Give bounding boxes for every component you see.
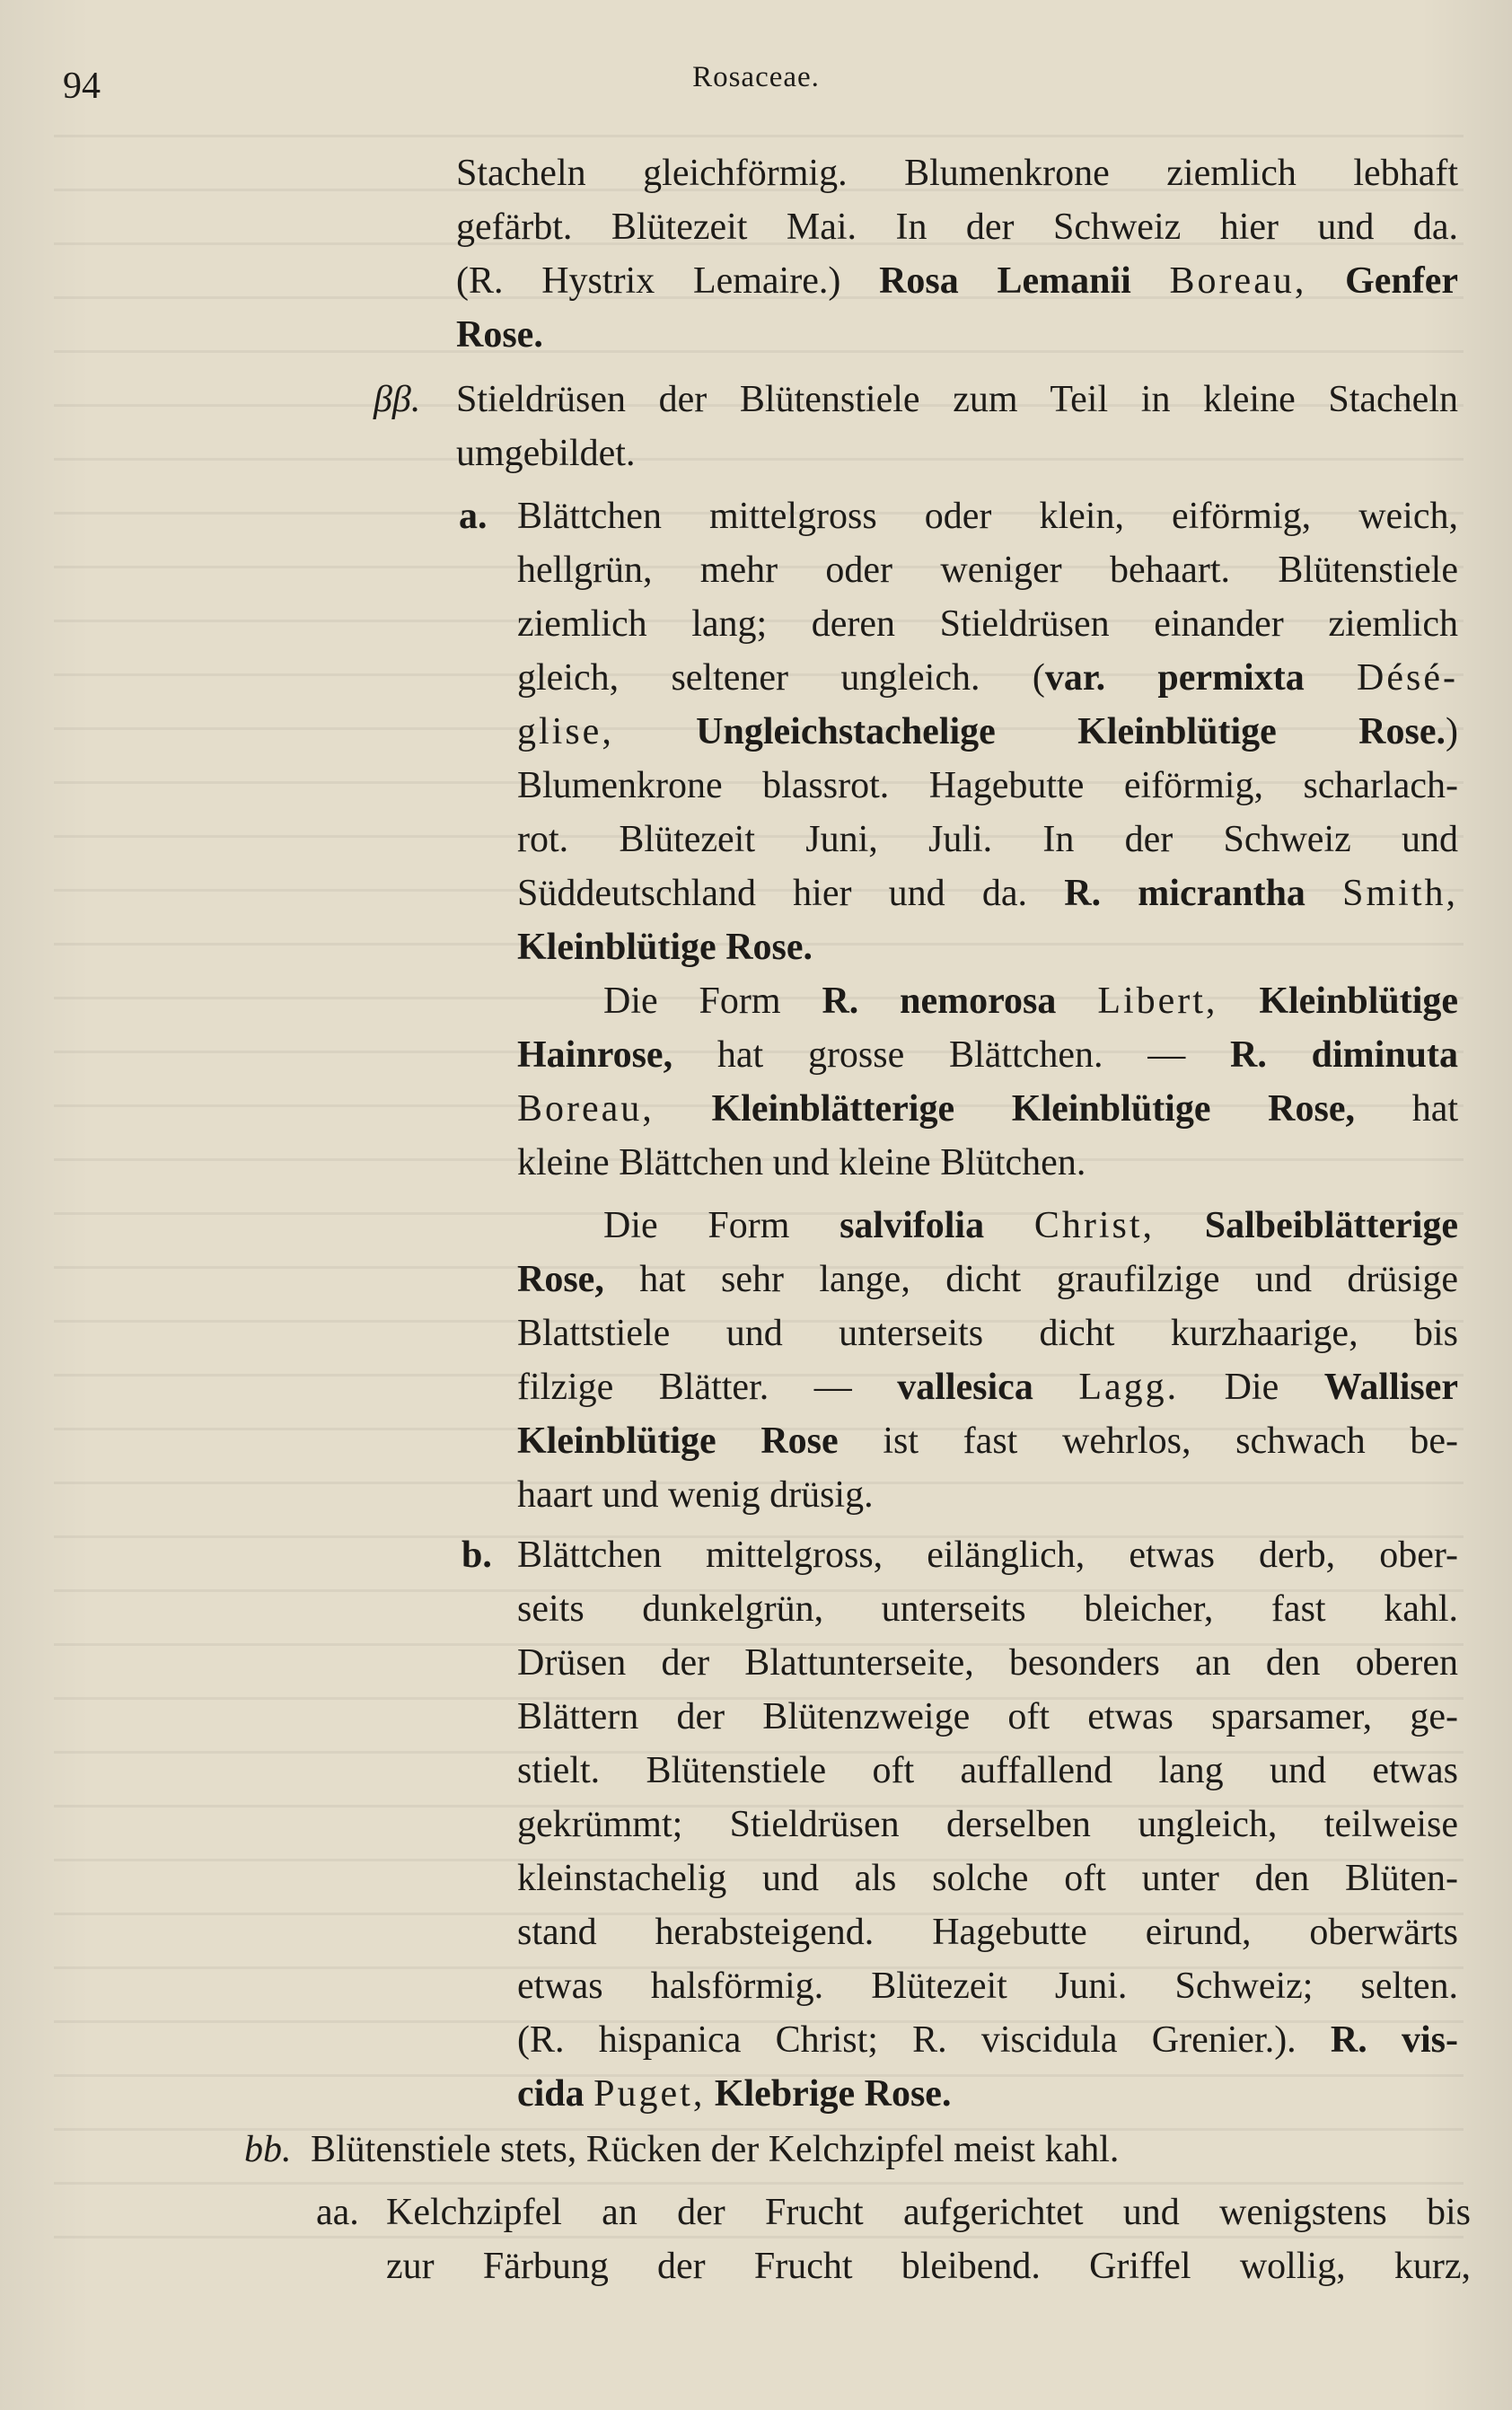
text-line: rot. Blütezeit Juni, Juli. In der Schweiz und: [517, 819, 1458, 860]
author-name: Smith,: [1342, 873, 1459, 914]
text-line: umgebildet.: [456, 433, 636, 474]
key-marker: ββ.: [374, 379, 421, 420]
text-line: ziemlich lang; deren Stieldrüsen einander ziemlich: [517, 603, 1458, 645]
page-number: 94: [63, 66, 101, 107]
common-name: Salbeiblätterige: [1204, 1205, 1459, 1246]
text-line: seits dunkelgrün, unterseits bleicher, fast kahl.: [517, 1588, 1458, 1630]
text-line: Die Form salvifolia Christ, Salbeiblätterige: [603, 1205, 1459, 1246]
text-line: Blütenstiele stets, Rücken der Kelchzipfel meist kahl.: [311, 2129, 1120, 2170]
species-name: R. micrantha: [1064, 873, 1305, 914]
common-name: Kleinblütige Rose: [517, 1420, 839, 1462]
key-marker: aa.: [316, 2192, 359, 2233]
variety-name: var. permixta: [1044, 657, 1305, 699]
species-name: R. vis-: [1330, 2019, 1458, 2061]
text-line: (R. Hystrix Lemaire.) Rosa Lemanii Boreau, Genfer: [456, 260, 1459, 302]
common-name: Klebrige Rose.: [714, 2073, 952, 2115]
running-title: Rosaceae.: [692, 61, 820, 93]
text-line: kleinstachelig und als solche oft unter den Blüten-: [517, 1858, 1458, 1899]
text-line: hellgrün, mehr oder weniger behaart. Blütenstiele: [517, 550, 1458, 591]
text-line: (R. hispanica Christ; R. viscidula Grenier.). R. vis-: [517, 2019, 1458, 2061]
form-name: salvifolia: [840, 1205, 985, 1246]
text-line: filzige Blätter. — vallesica Lagg. Die Walliser: [517, 1367, 1459, 1408]
form-name: vallesica: [897, 1367, 1033, 1408]
text-line: Rose, hat sehr lange, dicht graufilzige und drüsige: [517, 1259, 1459, 1300]
author-name: Boreau,: [517, 1088, 655, 1130]
key-marker: a.: [459, 496, 488, 537]
species-name: Rosa Lemanii: [879, 260, 1131, 302]
text-line: Süddeutschland hier und da. R. micrantha Smith,: [517, 873, 1459, 914]
common-name: Rose,: [517, 1259, 604, 1300]
text-line: Blättern der Blütenzweige oft etwas sparsamer, ge-: [517, 1696, 1458, 1737]
text-line: stand herabsteigend. Hagebutte eirund, oberwärts: [517, 1912, 1458, 1953]
text-line: [456, 308, 543, 362]
author-name: Libert,: [1097, 981, 1218, 1022]
text-line: kleine Blättchen und kleine Blütchen.: [517, 1142, 1086, 1183]
form-name: R. diminuta: [1230, 1034, 1459, 1076]
common-name: Ungleichstachelige Kleinblütige Rose.: [696, 711, 1446, 752]
author-name: Christ,: [1033, 1205, 1155, 1246]
text-line: stielt. Blütenstiele oft auffallend lang und etwas: [517, 1750, 1458, 1791]
text-line: Blattstiele und unterseits dicht kurzhaarige, bis: [517, 1313, 1458, 1354]
text-line: etwas halsförmig. Blütezeit Juni. Schweiz; selten.: [517, 1966, 1458, 2007]
text-line: Drüsen der Blattunterseite, besonders an den oberen: [517, 1642, 1458, 1684]
author-name: Boreau,: [1169, 260, 1307, 302]
common-name: Kleinblütige: [1259, 981, 1459, 1022]
common-name: Kleinblütige Rose.: [517, 927, 813, 968]
key-marker: bb.: [244, 2129, 292, 2170]
author-name: Lagg.: [1078, 1367, 1180, 1408]
form-name: R. nemorosa: [822, 981, 1057, 1022]
text-line: Blumenkrone blassrot. Hagebutte eiförmig, scharlach-: [517, 765, 1458, 806]
key-marker: b.: [462, 1535, 492, 1576]
text-line: gefärbt. Blütezeit Mai. In der Schweiz hier und da.: [456, 207, 1458, 248]
common-name: Kleinblätterige Kleinblütige Rose,: [711, 1088, 1355, 1130]
text-line: haart und wenig drüsig.: [517, 1474, 874, 1516]
text-line: Stacheln gleichförmig. Blumenkrone ziemlich lebhaft: [456, 153, 1458, 194]
text-line: glise, Ungleichstachelige Kleinblütige Rose.): [517, 711, 1458, 752]
author-name: Désé-: [1357, 657, 1458, 699]
text-line: zur Färbung der Frucht bleibend. Griffel wollig, kurz,: [386, 2246, 1471, 2287]
text-line: Blättchen mittelgross oder klein, eiförmig, weich,: [517, 496, 1458, 537]
text-line: Hainrose, hat grosse Blättchen. — R. diminuta: [517, 1034, 1459, 1076]
text-line: Blättchen mittelgross, eilänglich, etwas derb, ober-: [517, 1535, 1458, 1576]
author-name: Puget,: [593, 2073, 706, 2115]
text-line: Boreau, Kleinblätterige Kleinblütige Rose, hat: [517, 1088, 1459, 1130]
common-name: Hainrose,: [517, 1034, 673, 1076]
text-line: Kleinblütige Rose ist fast wehrlos, schwach be-: [517, 1420, 1459, 1462]
common-name: Rose.: [456, 314, 543, 356]
text-line: [517, 920, 813, 974]
text-line: gleich, seltener ungleich. (var. permixta Désé-: [517, 657, 1458, 699]
common-name: Genfer: [1345, 260, 1459, 302]
author-name: glise,: [517, 711, 614, 752]
text-line: Die Form R. nemorosa Libert, Kleinblütige: [603, 981, 1459, 1022]
text-line: Stieldrüsen der Blütenstiele zum Teil in kleine Stacheln: [456, 379, 1458, 420]
species-name: cida: [517, 2073, 585, 2115]
common-name: Walliser: [1323, 1367, 1459, 1408]
text-line: gekrümmt; Stieldrüsen derselben ungleich, teilweise: [517, 1804, 1458, 1845]
text-line: [517, 2067, 951, 2121]
text-line: Kelchzipfel an der Frucht aufgerichtet und wenigstens bis: [386, 2192, 1471, 2233]
